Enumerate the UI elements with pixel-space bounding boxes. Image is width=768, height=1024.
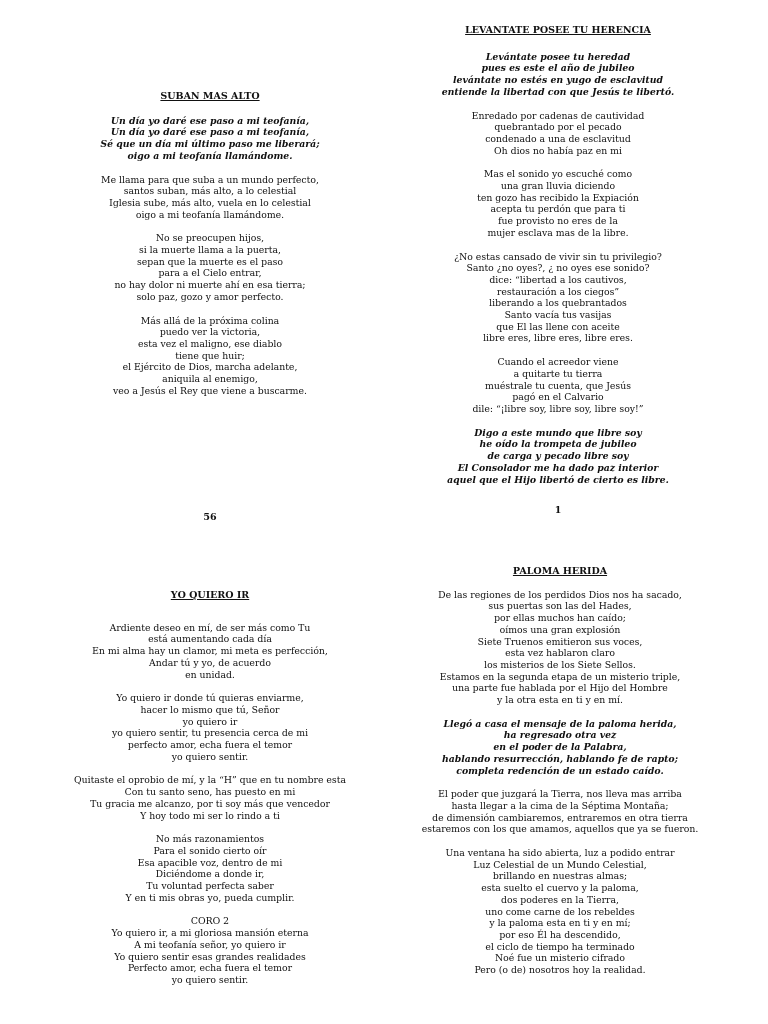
verse-line: sus puertas son las del Hades, (488, 601, 632, 613)
verse-line: Un día yo daré ese paso a mi teofanía, (110, 127, 310, 139)
verse-line: Tu gracia me alcanzo, por ti soy más que vencedor (90, 798, 330, 810)
verse-line: yo quiero sentir. (171, 974, 249, 986)
verse-line: pues es este el año de jubileo (481, 63, 635, 75)
verse-line: Cuando el acreedor viene (497, 357, 619, 369)
verse-line: yo quiero sentir, tu presencia cerca de mi (111, 728, 309, 740)
stanza (60, 175, 360, 222)
poem-title: SUBAN MAS ALTO (160, 91, 260, 102)
verse-line: condenado a una de esclavitud (485, 133, 631, 145)
verse-line: Perfecto amor, echa fuera el temor (127, 963, 293, 975)
verse-line: Ardiente deseo en mí, de ser más como Tu (109, 622, 311, 634)
poem-body (60, 623, 360, 987)
verse-line: Santo vacía tus vasijas (504, 310, 612, 322)
verse-line: restauración a los ciegos” (496, 286, 620, 298)
stanza (395, 719, 725, 778)
verse-line: dile: “¡libre soy, libre soy, libre soy!” (472, 403, 644, 415)
verse-line: santos suban, más alto, a lo celestial (123, 186, 297, 198)
verse-line: libre eres, libre eres, libre eres. (483, 333, 633, 345)
poem-yo-quiero-ir (60, 590, 360, 987)
verse-line: yo quiero sentir. (171, 751, 249, 763)
verse-line: completa redención de un estado caído. (456, 765, 664, 777)
verse-line: Sé que un día mi último paso me liberará; (100, 139, 320, 151)
verse-line: oigo a mi teofanía llamándome. (127, 150, 293, 162)
verse-line: Yo quiero ir, a mi gloriosa mansión eterna (111, 928, 309, 940)
verse-line: el Ejército de Dios, marcha adelante, (122, 362, 298, 374)
verse-line: Me llama para que suba a un mundo perfecto, (101, 174, 319, 186)
verse-line: fue provisto no eres de la (498, 216, 618, 228)
stanza (60, 623, 360, 682)
verse-line: A mi teofanía señor, yo quiero ir (134, 939, 286, 951)
stanza (60, 775, 360, 822)
verse-line: he oído la trompeta de jubileo (479, 439, 637, 451)
verse-line: hablando resurrección, hablando fe de rapto; (441, 753, 679, 765)
stanza (60, 916, 360, 986)
verse-line: ten gozo has recibido la Expiación (477, 192, 639, 204)
verse-line: quebrantado por el pecado (494, 122, 622, 134)
verse-line: por ellas muchos han caído; (494, 613, 626, 625)
stanza (408, 428, 708, 487)
verse-line: de dimensión cambiaremos, entraremos en otra tierra (432, 812, 688, 824)
stanza (60, 834, 360, 904)
verse-line: Siete Truenos emitieron sus voces, (477, 636, 643, 648)
verse-line: CORO 2 (190, 916, 230, 928)
stanza (60, 693, 360, 763)
verse-line: ¿No estas cansado de vivir sin tu privilegio? (454, 251, 662, 263)
verse-line: Oh dios no había paz en mi (494, 145, 622, 157)
verse-line: que El las llene con aceite (496, 321, 620, 333)
verse-line: esta suelto el cuervo y la paloma, (481, 883, 639, 895)
verse-line: tiene que huir; (175, 350, 245, 362)
verse-line: no hay dolor ni muerte ahí en esa tierra; (114, 280, 306, 292)
verse-line: aniquila al enemigo, (162, 374, 258, 386)
verse-line: levántate no estés en yugo de esclavitud (453, 75, 663, 87)
poem-levantate (408, 25, 708, 486)
verse-line: una parte fue hablada por el Hijo del Hombre (452, 683, 668, 695)
verse-line: hasta llegar a la cima de la Séptima Montaña; (451, 800, 669, 812)
verse-line: yo quiero ir (182, 716, 238, 728)
verse-line: Andar tú y yo, de acuerdo (149, 657, 271, 669)
verse-line: acepta tu perdón que para ti (490, 204, 626, 216)
verse-line: No se preocupen hijos, (155, 233, 265, 245)
stanza (60, 233, 360, 303)
stanza (395, 789, 725, 836)
verse-line: por eso Él ha descendido, (499, 929, 621, 941)
verse-line: esta vez hablaron claro (505, 648, 615, 660)
stanza (395, 590, 725, 707)
verse-line: dice: “libertad a los cautivos, (489, 274, 627, 286)
stanza (408, 169, 708, 239)
verse-line: Y hoy todo mi ser lo rindo a ti (140, 810, 280, 822)
verse-line: No más razonamientos (155, 834, 265, 846)
verse-line: veo a Jesús el Rey que viene a buscarme. (113, 385, 307, 397)
verse-line: Levántate posee tu heredad (485, 51, 631, 63)
verse-line: Tu voluntad perfecta saber (146, 881, 274, 893)
verse-line: Y en ti mis obras yo, pueda cumplir. (125, 892, 295, 904)
poem-body (60, 116, 360, 398)
page-number: 1 (554, 505, 562, 516)
verse-line: oigo a mi teofanía llamándome. (135, 209, 285, 221)
verse-line: Llegó a casa el mensaje de la paloma herida, (443, 718, 677, 730)
verse-line: Diciéndome a donde ir, (155, 869, 265, 881)
stanza (60, 116, 360, 163)
verse-line: El poder que juzgará la Tierra, nos lleva mas arriba (438, 789, 682, 801)
verse-line: y la otra esta en ti y en mí. (497, 695, 623, 707)
verse-line: Yo quiero sentir esas grandes realidades (114, 951, 306, 963)
verse-line: a quitarte tu tierra (513, 368, 603, 380)
verse-line: Pero (o de) nosotros hoy la realidad. (474, 965, 646, 977)
stanza (408, 111, 708, 158)
verse-line: solo paz, gozo y amor perfecto. (136, 291, 284, 303)
verse-line: estaremos con los que amamos, aquellos que ya se fueron. (421, 824, 699, 836)
page-number: 56 (203, 512, 217, 523)
verse-line: Una ventana ha sido abierta, luz a podido entrar (445, 848, 675, 860)
verse-line: Con tu santo seno, has puesto en mi (124, 787, 296, 799)
verse-line: esta vez el maligno, ese diablo (137, 338, 282, 350)
verse-line: uno come carne de los rebeldes (485, 906, 635, 918)
verse-line: El Consolador me ha dado paz interior (457, 462, 659, 474)
poem-title: PALOMA HERIDA (512, 566, 608, 577)
stanza (408, 357, 708, 416)
verse-line: En mi alma hay un clamor, mi meta es perfección, (92, 646, 328, 658)
stanza (395, 848, 725, 977)
verse-line: puedo ver la victoria, (159, 327, 261, 339)
stanza (60, 316, 360, 398)
verse-line: Quitaste el oprobio de mí, y la “H” que en tu nombre esta (73, 775, 346, 787)
verse-line: brillando en nuestras almas; (492, 871, 628, 883)
verse-line: Yo quiero ir donde tú quieras enviarme, (116, 693, 304, 705)
verse-line: una gran lluvia diciendo (500, 181, 616, 193)
verse-line: Estamos en la segunda etapa de un misterio triple, (439, 671, 681, 683)
poem-paloma-herida (395, 566, 725, 977)
verse-line: ha regresado otra vez (503, 730, 617, 742)
verse-line: Luz Celestial de un Mundo Celestial, (473, 859, 647, 871)
verse-line: Enredado por cadenas de cautividad (471, 110, 645, 122)
poem-suban-mas-alto (60, 91, 360, 397)
verse-line: el ciclo de tiempo ha terminado (485, 941, 635, 953)
stanza (408, 52, 708, 99)
verse-line: liberando a los quebrantados (489, 298, 627, 310)
verse-line: para a el Cielo entrar, (158, 268, 262, 280)
verse-line: Esa apacible voz, dentro de mi (137, 857, 283, 869)
verse-line: Iglesia sube, más alto, vuela en lo celestial (109, 197, 311, 209)
verse-line: Para el sonido cierto oír (153, 845, 267, 857)
verse-line: entiende la libertad con que Jesús te libertó. (441, 86, 675, 98)
poem-title: LEVANTATE POSEE TU HERENCIA (465, 25, 651, 36)
verse-line: sepan que la muerte es el paso (136, 256, 284, 268)
verse-line: aquel que el Hijo libertó de cierto es libre. (447, 474, 669, 486)
stanza (408, 252, 708, 346)
poem-body (395, 590, 725, 977)
verse-line: Un día yo daré ese paso a mi teofanía, (110, 115, 310, 127)
verse-line: oímos una gran explosión (499, 624, 621, 636)
verse-line: está aumentando cada día (148, 634, 272, 646)
verse-line: Más allá de la próxima colina (140, 315, 280, 327)
verse-line: Mas el sonido yo escuché como (483, 169, 633, 181)
verse-line: los misterios de los Siete Sellos. (484, 659, 636, 671)
verse-line: hacer lo mismo que tú, Señor (140, 704, 280, 716)
poem-title: YO QUIERO IR (170, 590, 250, 601)
verse-line: si la muerte llama a la puerta, (138, 245, 281, 257)
poem-body (408, 52, 708, 487)
verse-line: en unidad. (185, 669, 235, 681)
verse-line: Noé fue un misterio cifrado (495, 953, 625, 965)
verse-line: de carga y pecado libre soy (487, 451, 629, 463)
verse-line: muéstrale tu cuenta, que Jesús (485, 380, 631, 392)
verse-line: dos poderes en la Tierra, (501, 894, 619, 906)
verse-line: De las regiones de los perdidos Dios nos ha sacado, (438, 589, 682, 601)
verse-line: pagó en el Calvario (512, 392, 604, 404)
verse-line: Santo ¿no oyes?, ¿ no oyes ese sonido? (466, 263, 650, 275)
verse-line: y la paloma esta en ti y en mí; (489, 918, 631, 930)
verse-line: Digo a este mundo que libre soy (474, 427, 642, 439)
verse-line: mujer esclava mas de la libre. (487, 227, 629, 239)
verse-line: en el poder de la Palabra, (493, 742, 627, 754)
verse-line: perfecto amor, echa fuera el temor (127, 740, 293, 752)
